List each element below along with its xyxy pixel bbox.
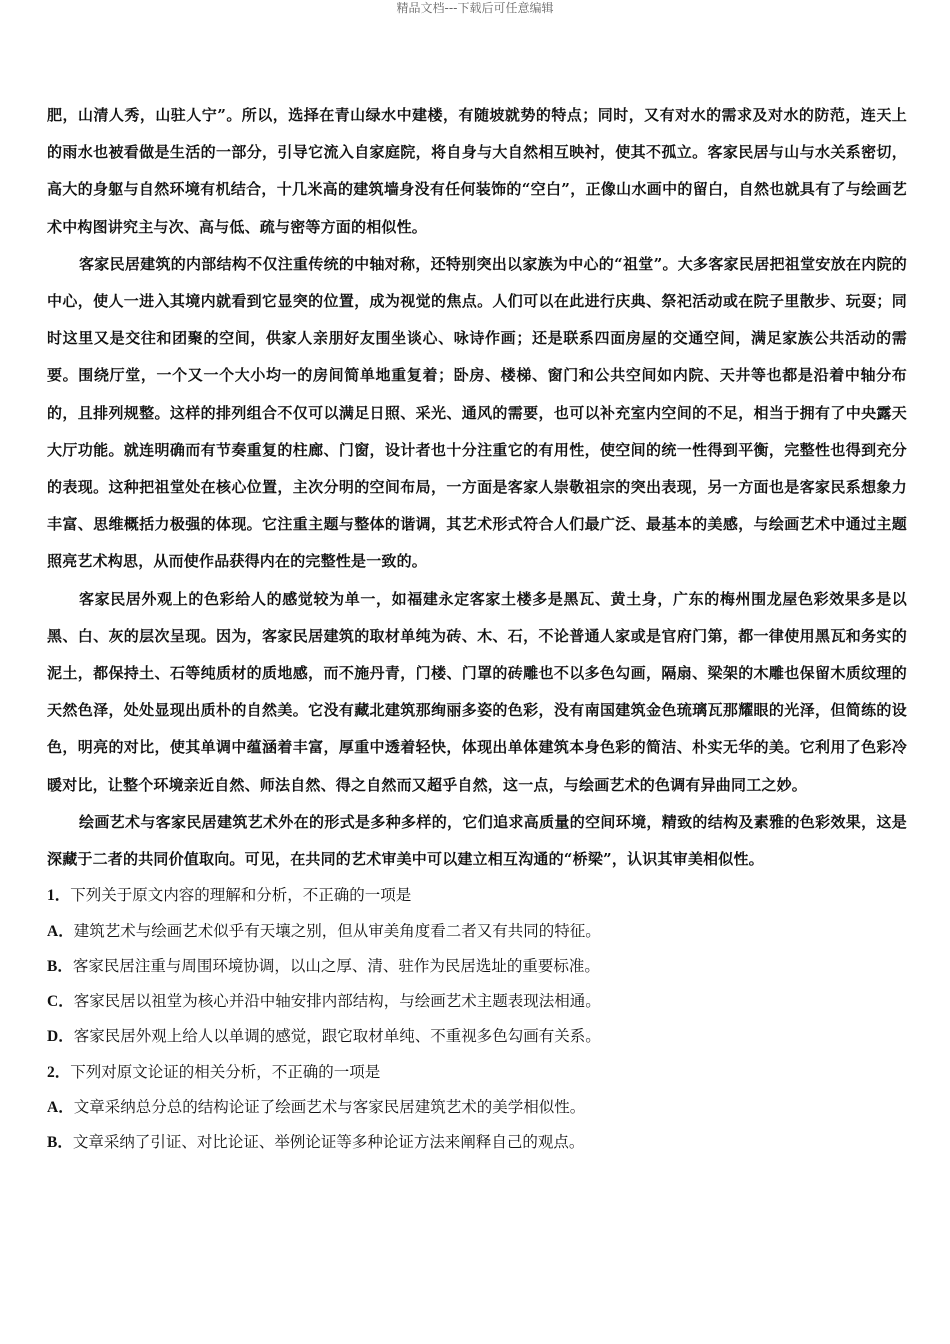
document-body bbox=[47, 97, 907, 1161]
option-text: 客家民居以祖堂为核心并沿中轴安排内部结构，与绘画艺术主题表现法相通。 bbox=[73, 992, 601, 1011]
option-b bbox=[47, 949, 907, 984]
option-text: 文章采纳总分总的结构论证了绘画艺术与客家民居建筑艺术的美学相似性。 bbox=[73, 1098, 586, 1117]
question-stem bbox=[47, 878, 907, 913]
option-label: C． bbox=[47, 993, 74, 1011]
option-a bbox=[47, 1090, 907, 1125]
question-2 bbox=[47, 1055, 907, 1161]
paragraph-3: 客家民居外观上的色彩给人的感觉较为单一，如福建永定客家土楼多是黑瓦、黄土身，广东的梅州围龙屋色彩效果多是以黑、白、灰的层次呈现。因为，客家民居建筑的取材单纯为砖、木、石，不论普通人家或是官府门第，都一律使用黑瓦和务实的泥土，都保持土、石等纯质材的质地感，而不施丹青，门楼、门罩的砖雕也不以多色勾画，隔扇、梁架的木雕也保留木质纹理的天然色泽，处处显现出质朴的自然美。它没有藏北建筑那绚丽多姿的色彩，没有南国建筑金色琉璃瓦那耀眼的光泽，但简练的设色，明亮的对比，使其单调中蕴涵着丰富，厚重中透着轻快，体现出单体建筑本身色彩的简洁、朴实无华的美。它利用了色彩冷暖对比，让整个环境亲近自然、师法自然、得之自然而又超乎自然，这一点，与绘画艺术的色调有异曲同工之妙。 bbox=[47, 589, 907, 794]
option-label: B． bbox=[47, 1134, 73, 1152]
paragraph-4: 绘画艺术与客家民居建筑艺术外在的形式是多种多样的，它们追求高质量的空间环境，精致的结构及素雅的色彩效果，这是深藏于二者的共同价值取向。可见，在共同的艺术审美中可以建立相互沟通的“桥梁”，认识其审美相似性。 bbox=[47, 812, 907, 869]
question-number: 2． bbox=[47, 1063, 71, 1081]
paragraph-2: 客家民居建筑的内部结构不仅注重传统的中轴对称，还特别突出以家族为中心的“祖堂”。大多客家民居把祖堂安放在内院的中心，使人一进入其境内就看到它显突的位置，成为视觉的焦点。人们可以在此进行庆典、祭祀活动或在院子里散步、玩耍；同时这里又是交往和团聚的空间，供家人亲朋好友围坐谈心、咏诗作画；还是联系四面房屋的交通空间，满足家族公共活动的需要。围绕厅堂，一个又一个大小均一的房间简单地重复着；卧房、楼梯、窗门和公共空间如内院、天井等也都是沿着中轴分布的，且排列规整。这样的排列组合不仅可以满足日照、采光、通风的需要，也可以补充室内空间的不足，相当于拥有了中央露天大厅功能。就连明确而有节奏重复的柱廊、门窗，设计者也十分注重它的有用性，使空间的统一性得到平衡，完整性也得到充分的表现。这种把祖堂处在核心位置，主次分明的空间布局，一方面是客家人崇敬祖宗的突出表现，另一方面也是客家民系想象力丰富、思维概括力极强的体现。它注重主题与整体的谐调，其艺术形式符合人们最广泛、最基本的美感，与绘画艺术中通过主题照亮艺术构思，从而使作品获得内在的完整性是一致的。 bbox=[47, 254, 907, 571]
question-text: 下列对原文论证的相关分析，不正确的一项是 bbox=[70, 1062, 381, 1081]
option-a bbox=[47, 914, 907, 949]
question-text: 下列关于原文内容的理解和分析，不正确的一项是 bbox=[70, 886, 412, 905]
option-label: B． bbox=[47, 957, 73, 975]
option-b bbox=[47, 1125, 907, 1160]
option-label: A． bbox=[47, 1099, 74, 1117]
option-text: 客家民居注重与周围环境协调，以山之厚、清、驻作为民居选址的重要标准。 bbox=[72, 956, 600, 975]
option-d bbox=[47, 1019, 907, 1054]
option-c bbox=[47, 984, 907, 1019]
option-label: D． bbox=[47, 1028, 74, 1046]
option-text: 文章采纳了引证、对比论证、举例论证等多种论证方法来阐释自己的观点。 bbox=[72, 1133, 585, 1152]
paragraph-1: 肥，山清人秀，山驻人宁”。所以，选择在青山绿水中建楼，有随坡就势的特点；同时，又有对水的需求及对水的防范，连天上的雨水也被看做是生活的一部分，引导它流入自家庭院，将自身与大自然相互映衬，使其不孤立。客家民居与山与水关系密切，高大的身躯与自然环境有机结合，十几米高的建筑墙身没有任何装饰的“空白”，正像山水画中的留白，自然也就具有了与绘画艺术中构图讲究主与次、高与低、疏与密等方面的相似性。 bbox=[47, 106, 907, 236]
option-text: 建筑艺术与绘画艺术似乎有天壤之别，但从审美角度看二者又有共同的特征。 bbox=[73, 921, 601, 940]
question-number: 1． bbox=[47, 887, 71, 905]
question-stem bbox=[47, 1055, 907, 1090]
option-label: A． bbox=[47, 922, 74, 940]
page-header: 精品文档---下载后可任意编辑 bbox=[396, 1, 554, 15]
question-1 bbox=[47, 878, 907, 1054]
option-text: 客家民居外观上给人以单调的感觉，跟它取材单纯、不重视多色勾画有关系。 bbox=[73, 1027, 601, 1046]
